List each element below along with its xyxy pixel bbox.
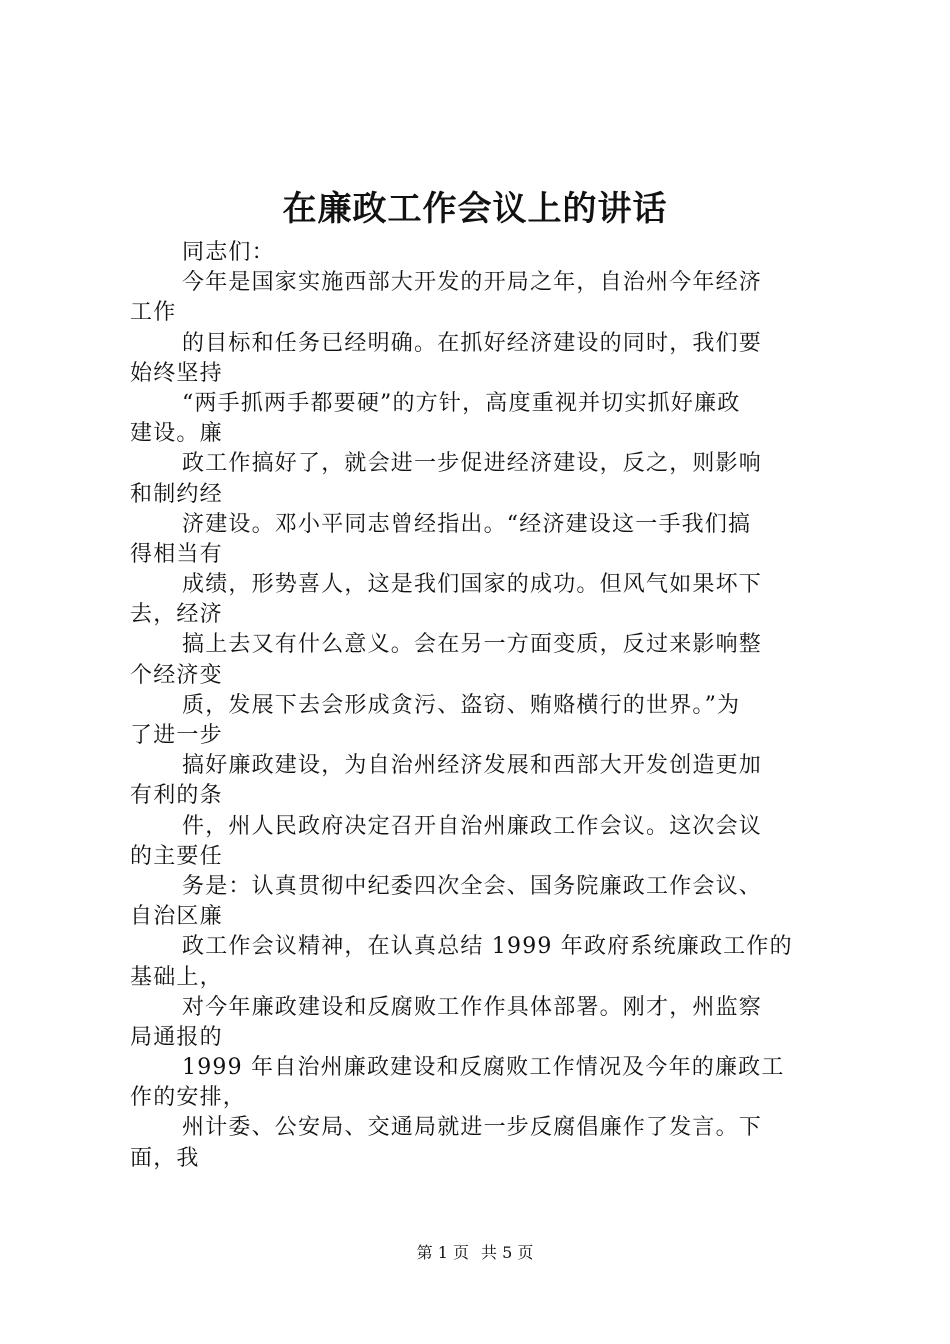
- document-title: 在廉政工作会议上的讲话: [282, 189, 668, 229]
- body-line: 济建设。邓小平同志曾经指出。“经济建设这一手我们搞: [182, 511, 752, 537]
- body-line: 成绩，形势喜人，这是我们国家的成功。但风气如果坏下: [182, 572, 763, 598]
- body-line: 个经济变: [130, 662, 223, 688]
- body-line: 的主要任: [130, 843, 223, 869]
- body-line: 搞好廉政建设，为自治州经济发展和西部大开发创造更加: [182, 753, 763, 779]
- page-footer: [0, 1241, 950, 1265]
- body-line: 和制约经: [130, 481, 223, 507]
- body-line: 对今年廉政建设和反腐败工作作具体部署。刚才，州监察: [182, 994, 763, 1020]
- body-line: 同志们：: [182, 240, 275, 265]
- body-line: 州计委、公安局、交通局就进一步反腐倡廉作了发言。下: [182, 1115, 763, 1141]
- document-body: [130, 238, 835, 1174]
- body-line: 件，州人民政府决定召开自治州廉政工作会议。这次会议: [182, 813, 763, 839]
- page-total: 共 5 页: [481, 1243, 534, 1262]
- body-line: 的目标和任务已经明确。在抓好经济建设的同时，我们要: [182, 330, 763, 356]
- body-line: 质，发展下去会形成贪污、盗窃、贿赂横行的世界。”为: [182, 692, 741, 718]
- body-line: 政工作会议精神，在认真总结 1999 年政府系统廉政工作的: [182, 934, 793, 960]
- body-line: 有利的条: [130, 783, 223, 809]
- body-line: 务是：认真贯彻中纪委四次全会、国务院廉政工作会议、: [182, 873, 763, 899]
- body-line: 今年是国家实施西部大开发的开局之年，自治州今年经济: [182, 270, 763, 296]
- body-line: 工作: [130, 300, 177, 326]
- body-line: 得相当有: [130, 541, 223, 567]
- body-line: 基础上，: [130, 964, 223, 990]
- body-line: 面，我: [130, 1145, 200, 1171]
- body-line: 去，经济: [130, 602, 223, 628]
- body-line: “两手抓两手都要硬”的方针，高度重视并切实抓好廉政: [182, 390, 741, 416]
- body-line: 了进一步: [130, 723, 223, 748]
- body-line: 1999 年自治州廉政建设和反腐败工作情况及今年的廉政工: [182, 1055, 785, 1081]
- body-line: 自治区廉: [130, 904, 223, 930]
- page-number: 第 1 页: [416, 1243, 469, 1262]
- body-line: 政工作搞好了，就会进一步促进经济建设，反之，则影响: [182, 451, 763, 477]
- body-line: 搞上去又有什么意义。会在另一方面变质，反过来影响整: [182, 632, 763, 658]
- body-line: 作的安排，: [130, 1085, 247, 1111]
- body-line: 始终坚持: [130, 360, 223, 386]
- body-line: 建设。廉: [130, 421, 223, 447]
- body-line: 局通报的: [130, 1024, 223, 1050]
